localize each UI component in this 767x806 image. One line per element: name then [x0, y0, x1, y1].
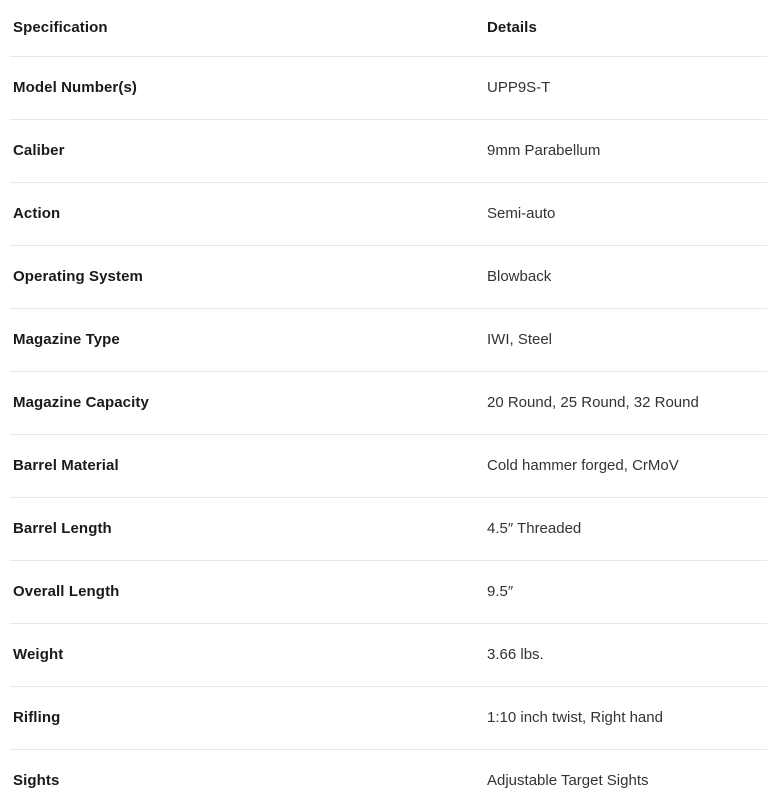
spec-value: Adjustable Target Sights: [487, 772, 649, 790]
table-header-row: [10, 0, 767, 56]
spec-value: IWI, Steel: [487, 331, 553, 349]
spec-name: Overall Length: [13, 583, 120, 601]
table-row: [10, 749, 767, 806]
spec-name: Barrel Length: [13, 520, 112, 538]
spec-name: Caliber: [13, 142, 65, 160]
spec-value: 3.66 lbs.: [487, 646, 544, 664]
table-row: [10, 497, 767, 560]
spec-name: Weight: [13, 646, 64, 664]
spec-value: 9mm Parabellum: [487, 142, 601, 160]
spec-name: Operating System: [13, 268, 143, 286]
table-row: [10, 371, 767, 434]
spec-value: 9.5″: [487, 583, 514, 601]
spec-value: Blowback: [487, 268, 552, 286]
table-row: [10, 56, 767, 119]
table-row: [10, 119, 767, 182]
column-header-specification: Specification: [13, 19, 108, 37]
table-row: [10, 623, 767, 686]
spec-value: UPP9S-T: [487, 79, 551, 97]
spec-value: Semi-auto: [487, 205, 556, 223]
table-row: [10, 560, 767, 623]
spec-value: 20 Round, 25 Round, 32 Round: [487, 394, 699, 412]
column-header-details: Details: [487, 19, 537, 37]
table-body: [10, 56, 767, 806]
spec-name: Magazine Capacity: [13, 394, 149, 412]
table-row: [10, 686, 767, 749]
spec-value: Cold hammer forged, CrMoV: [487, 457, 679, 475]
table-row: [10, 434, 767, 497]
spec-name: Barrel Material: [13, 457, 119, 475]
spec-name: Sights: [13, 772, 60, 790]
spec-name: Action: [13, 205, 61, 223]
spec-table: [10, 0, 767, 806]
table-row: [10, 308, 767, 371]
spec-name: Magazine Type: [13, 331, 120, 349]
spec-value: 1:10 inch twist, Right hand: [487, 709, 663, 727]
spec-name: Model Number(s): [13, 79, 138, 97]
table-row: [10, 182, 767, 245]
table-row: [10, 245, 767, 308]
spec-value: 4.5″ Threaded: [487, 520, 582, 538]
spec-name: Rifling: [13, 709, 61, 727]
